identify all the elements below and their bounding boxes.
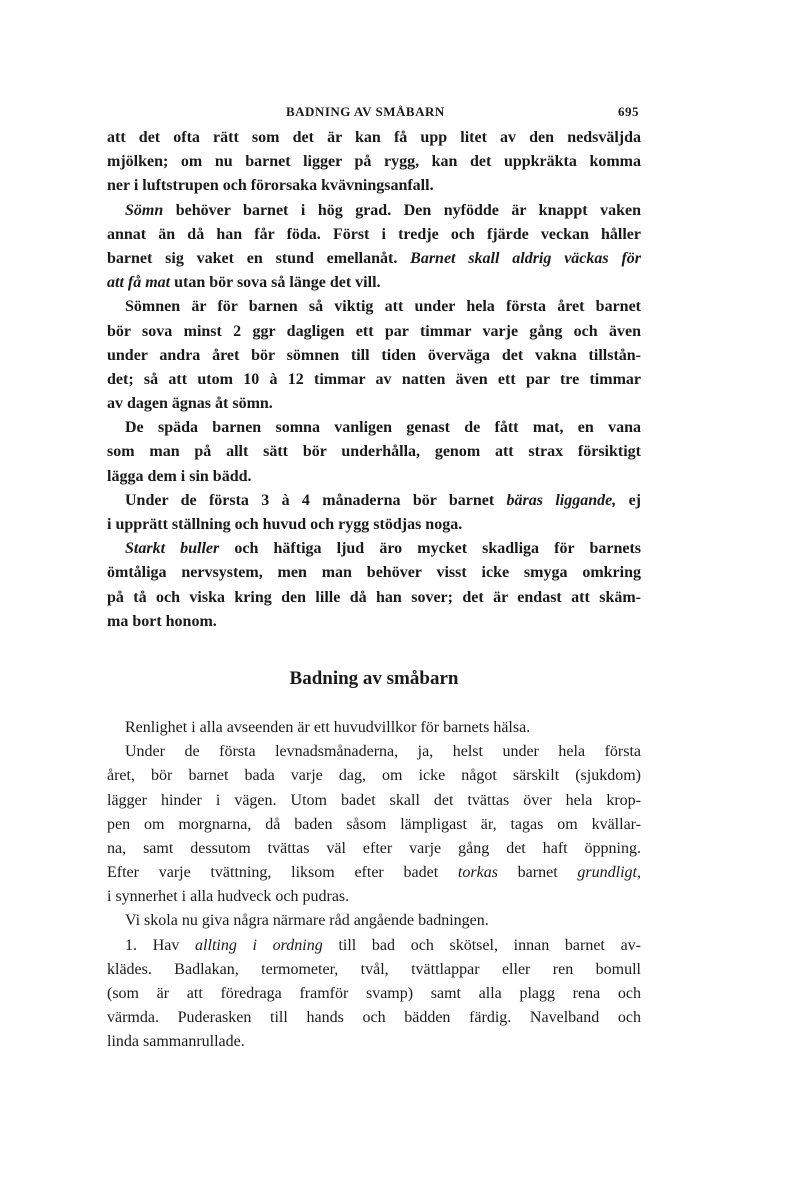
section-bathing-text — [107, 716, 641, 1055]
emphasis-text: att få mat — [107, 274, 171, 292]
text-span: och häftiga ljud äro mycket skadliga för barnets — [219, 540, 642, 558]
text-line: bör sova minst 2 ggr dagligen ett par timmar varje gång och även — [107, 322, 641, 340]
text-line — [107, 537, 641, 561]
text-line: ömtåliga nervsystem, men man behöver visst icke smyga omkring — [107, 564, 641, 582]
text-line: De späda barnen somna vanligen genast de fått mat, en vana — [125, 419, 641, 437]
text-line — [107, 934, 641, 958]
text-line: i synnerhet i alla hudveck och pudras. — [107, 888, 350, 906]
page-number: 695 — [618, 104, 639, 119]
text-line: lägga dem i sin bädd. — [107, 467, 252, 485]
text-line — [107, 247, 641, 271]
emphasis-text: bäras liggande, — [506, 491, 617, 509]
text-span: behöver barnet i hög grad. Den nyfödde är knappt vaken — [163, 201, 641, 219]
running-header — [107, 104, 641, 126]
book-page — [107, 104, 641, 1055]
text-line: lägger hinder i vägen. Utom badet skall det tvättas över hela krop- — [107, 791, 641, 809]
text-line: Under de första levnadsmånaderna, ja, helst under hela första — [125, 743, 641, 761]
text-line: klädes. Badlakan, termometer, tvål, tvättlappar eller ren bomull — [107, 960, 641, 978]
section-heading: Badning av småbarn — [289, 667, 459, 689]
running-title: BADNING AV SMÅBARN — [286, 104, 445, 119]
text-span: ej — [616, 491, 642, 509]
text-span: barnet sig vaket en stund emellanåt. — [107, 249, 411, 267]
section-sleep-text — [107, 126, 641, 634]
text-line: värmda. Puderasken till hands och bädden färdig. Navelband och — [107, 1009, 641, 1027]
text-line: året, bör barnet bada varje dag, om icke något särskilt (sjukdom) — [107, 767, 641, 785]
text-line: na, samt dessutom tvättas väl efter varje gång det haft öppning. — [107, 839, 641, 857]
text-line: under andra året bör sömnen till tiden överväga det vakna tillstån- — [107, 346, 641, 364]
emphasis-text: torkas — [457, 864, 498, 882]
text-line: annat än då han får föda. Först i tredje och fjärde veckan håller — [107, 225, 641, 243]
text-line: att det ofta rätt som det är kan få upp litet av den nedsväljda — [107, 129, 641, 146]
text-line: Renlighet i alla avseenden är ett huvudvillkor för barnets hälsa. — [125, 718, 531, 736]
text-line: (som är att föredraga framför svamp) samt alla plagg rena och — [107, 985, 641, 1002]
text-line: ma bort honom. — [107, 612, 217, 630]
text-line: Sömnen är för barnen så viktig att under hela första året barnet — [125, 298, 641, 316]
text-line: på tå och viska kring den lille då han sover; det är endast att skäm- — [107, 588, 641, 606]
text-line: av dagen ägnas åt sömn. — [107, 395, 273, 413]
text-line: i upprätt ställning och huvud och rygg stödjas noga. — [107, 516, 463, 533]
text-span: till bad och skötsel, innan barnet av- — [322, 936, 641, 954]
emphasis-text: Barnet skall aldrig väckas för — [410, 249, 641, 267]
text-span: Efter varje tvättning, liksom efter badet — [107, 864, 458, 882]
text-line — [107, 489, 641, 513]
text-span: utan bör sova så länge det vill. — [170, 274, 381, 292]
text-line: mjölken; om nu barnet ligger på rygg, kan det uppkräkta komma — [107, 153, 641, 171]
emphasis-text: Sömn — [125, 201, 164, 219]
text-line: linda sammanrullade. — [107, 1033, 245, 1051]
emphasis-text: allting i ordning — [195, 936, 323, 954]
text-line — [107, 199, 641, 223]
text-line: ner i luftstrupen och förorsaka kvävningsanfall. — [107, 177, 434, 195]
text-line: Vi skola nu giva några närmare råd angående badningen. — [125, 912, 489, 930]
text-line: pen om morgnarna, då baden såsom lämpligast är, tagas om kvällar- — [107, 815, 641, 833]
text-span: Under de första 3 à 4 månaderna bör barnet — [125, 491, 507, 509]
text-span: barnet — [497, 864, 578, 882]
text-line: det; så att utom 10 à 12 timmar av natten även ett par tre timmar — [107, 370, 641, 388]
text-line — [107, 861, 641, 885]
text-span: 1. Hav — [125, 936, 196, 954]
emphasis-text: grundligt, — [577, 864, 641, 882]
text-line — [107, 271, 641, 295]
text-line: som man på allt sätt bör underhålla, genom att strax försiktigt — [107, 443, 641, 461]
emphasis-text: Starkt buller — [125, 540, 220, 558]
